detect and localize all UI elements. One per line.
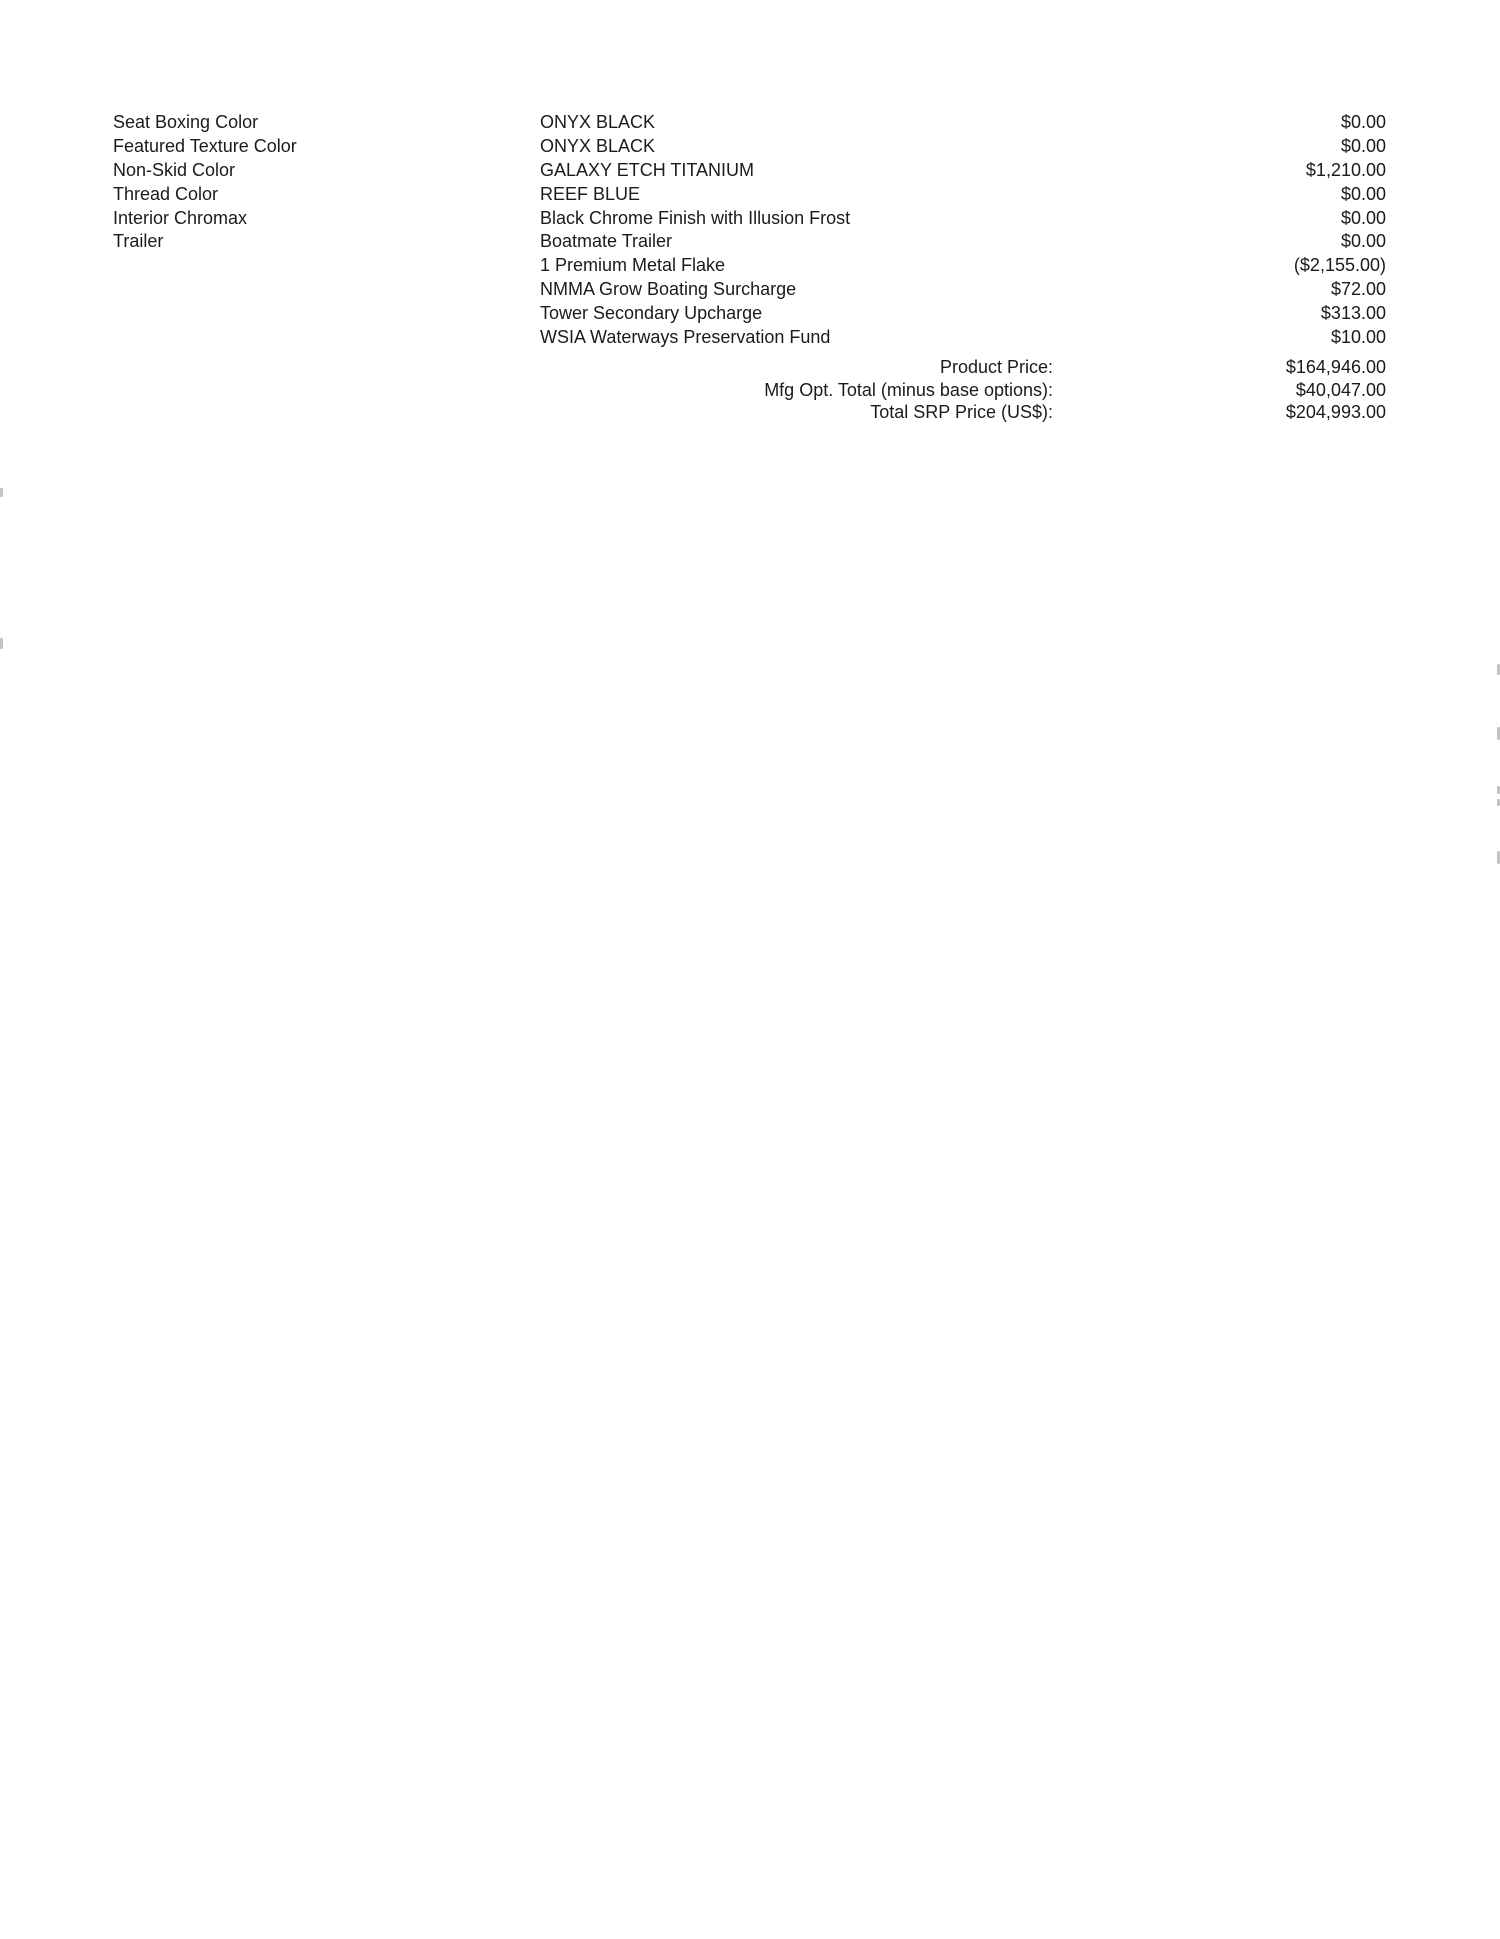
total-label: Mfg Opt. Total (minus base options): <box>764 379 1053 400</box>
total-value: $164,946.00 <box>1285 357 1386 377</box>
totals-row <box>0 379 1500 402</box>
option-row <box>0 230 1500 254</box>
totals-section <box>0 356 1500 424</box>
option-description: Tower Secondary Upcharge <box>540 303 763 324</box>
option-price: $0.00 <box>1340 207 1386 228</box>
option-price: $72.00 <box>1330 279 1386 300</box>
scan-artifact <box>0 488 3 497</box>
option-row <box>0 326 1500 350</box>
option-description: ONYX BLACK <box>540 135 656 156</box>
option-description: GALAXY ETCH TITANIUM <box>540 159 755 180</box>
option-description: ONYX BLACK <box>540 112 656 132</box>
option-row <box>0 254 1500 278</box>
totals-row <box>0 401 1500 424</box>
option-label: Featured Texture Color <box>113 135 297 156</box>
option-description: 1 Premium Metal Flake <box>540 255 726 276</box>
option-price: $0.00 <box>1340 112 1386 132</box>
option-row <box>0 278 1500 302</box>
option-label: Thread Color <box>113 183 219 204</box>
option-label: Trailer <box>113 231 164 252</box>
option-price: $1,210.00 <box>1305 159 1386 180</box>
option-price: $0.00 <box>1340 183 1386 204</box>
total-value: $204,993.00 <box>1285 402 1386 423</box>
option-price: $0.00 <box>1340 135 1386 156</box>
option-price: $0.00 <box>1340 231 1386 252</box>
option-label: Non-Skid Color <box>113 159 236 180</box>
option-row <box>0 135 1500 159</box>
option-row <box>0 207 1500 231</box>
option-label: Seat Boxing Color <box>113 112 259 132</box>
option-description: REEF BLUE <box>540 183 641 204</box>
option-description: WSIA Waterways Preservation Fund <box>540 327 831 348</box>
option-price: $10.00 <box>1330 327 1386 348</box>
option-row <box>0 183 1500 207</box>
option-description: NMMA Grow Boating Surcharge <box>540 279 797 300</box>
option-price: ($2,155.00) <box>1293 255 1386 276</box>
total-value: $40,047.00 <box>1295 379 1386 400</box>
total-label: Total SRP Price (US$): <box>870 402 1053 423</box>
total-label: Product Price: <box>939 357 1053 377</box>
options-list <box>0 111 1500 350</box>
scan-artifact <box>0 638 3 649</box>
option-row <box>0 302 1500 326</box>
option-label: Interior Chromax <box>113 207 248 228</box>
option-row <box>0 159 1500 183</box>
totals-row <box>0 356 1500 379</box>
option-row <box>0 111 1500 135</box>
option-price: $313.00 <box>1320 303 1386 324</box>
option-description: Boatmate Trailer <box>540 231 673 252</box>
option-description: Black Chrome Finish with Illusion Frost <box>540 207 851 228</box>
